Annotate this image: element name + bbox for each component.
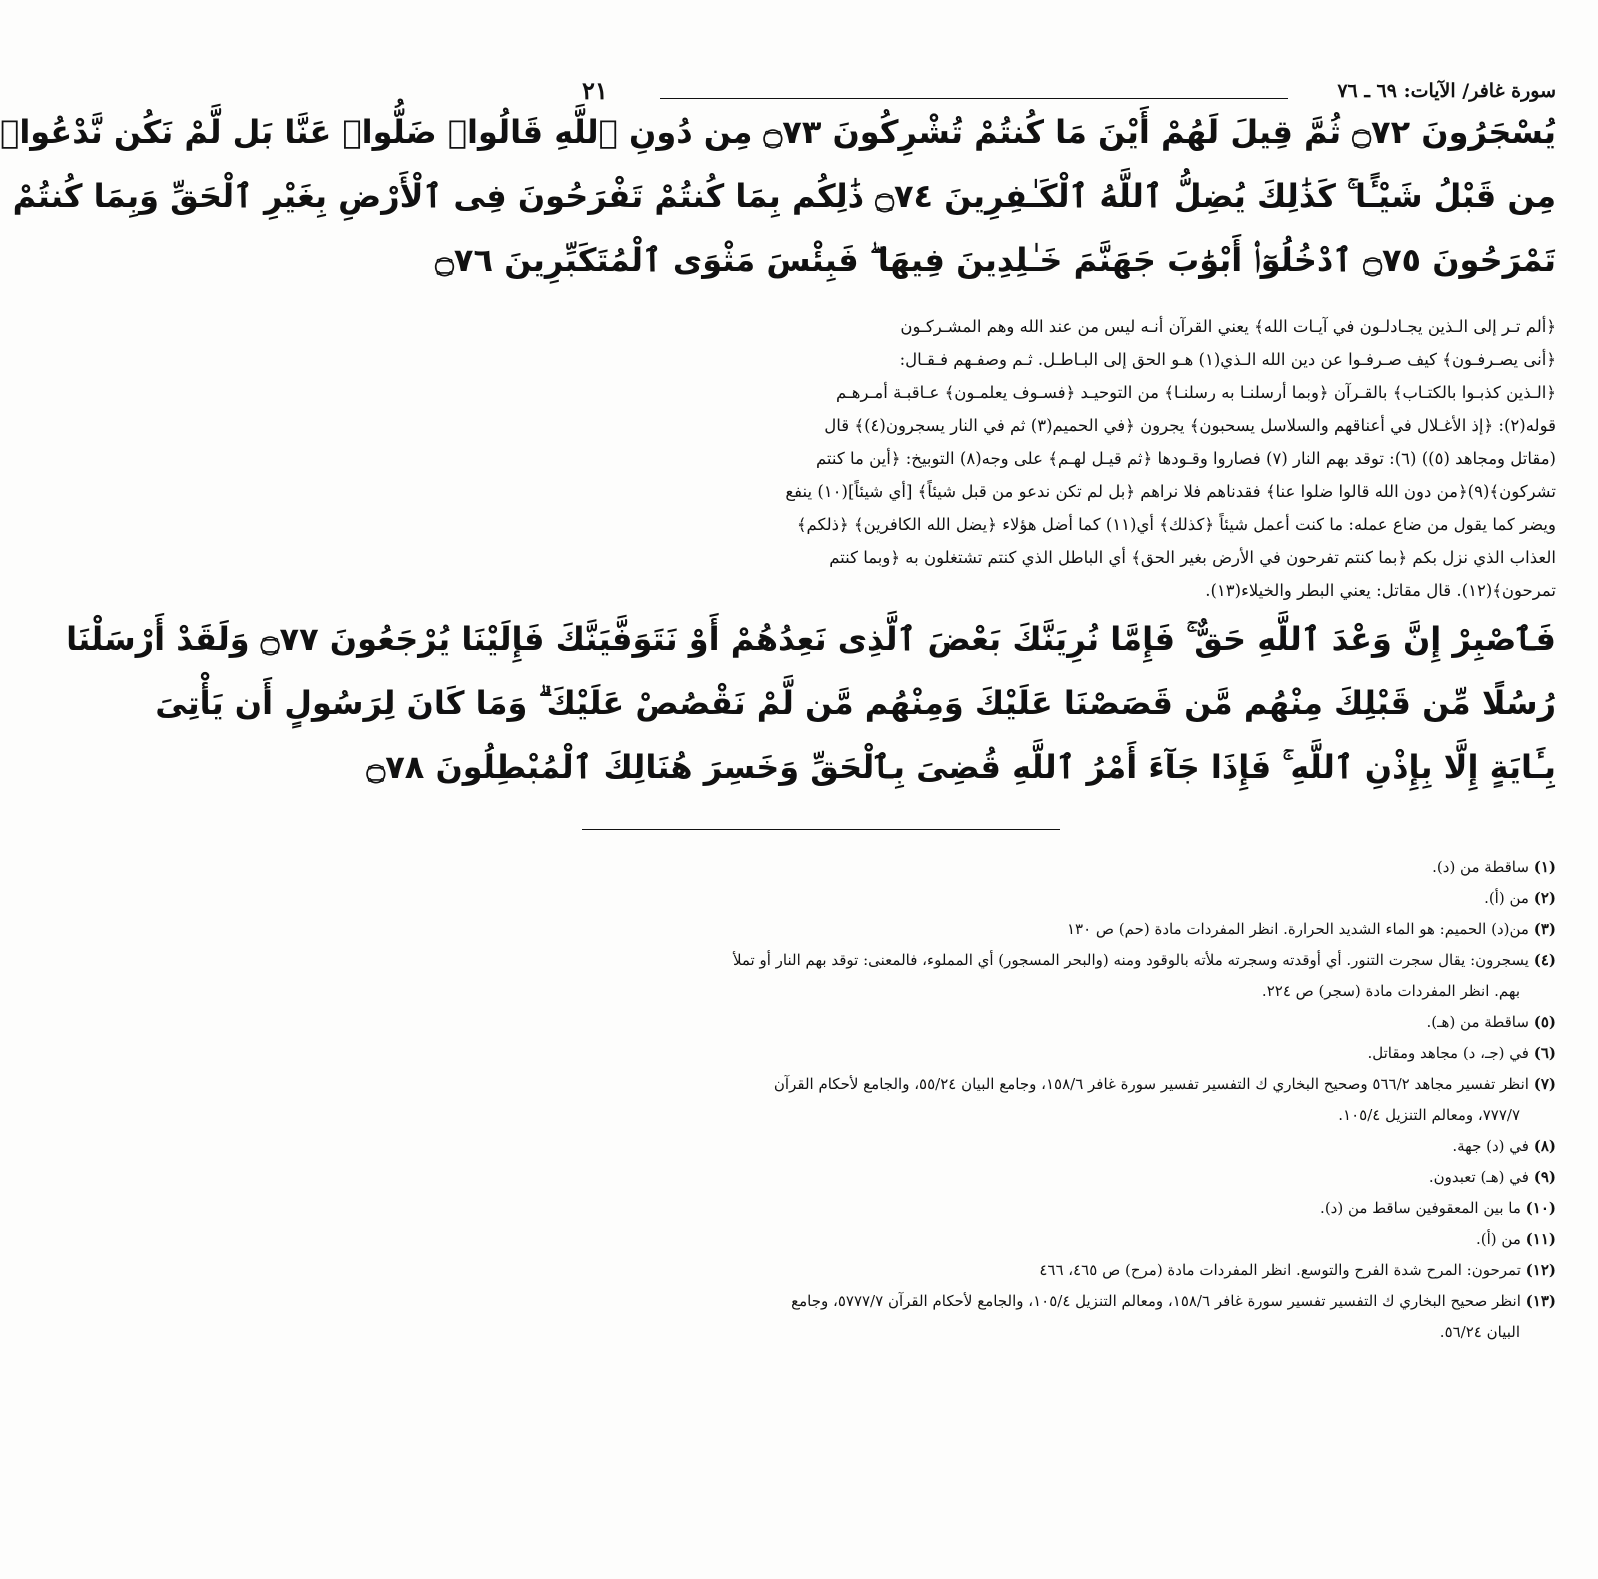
footnote: [582, 1007, 1556, 1038]
footnote-text: في (د) جهة.: [1452, 1137, 1529, 1155]
footnote: [582, 883, 1556, 914]
quran-line: فَٱصْبِرْ إِنَّ وَعْدَ ٱللَّهِ حَقٌّ ۚ فَإِمَّا نُرِيَنَّكَ بَعْضَ ٱلَّذِى نَعِدُهُمْ أَوْ نَتَوَفَّيَنَّكَ فَإِلَيْنَا يُرْجَعُونَ ۝٧٧ وَلَقَدْ أَرْسَلْنَا: [66, 620, 1556, 658]
commentary-line: (مقاتل ومجاهد (٥)) (٦): توقد بهم النار (٧) فصاروا وقـودها ﴿ثم قيـل لهـم﴾ على وجه(٨) التوبيخ: ﴿أين ما كنتم: [815, 449, 1556, 468]
footnote-number: (١): [1533, 858, 1556, 876]
footnote-text: من(د) الحميم: هو الماء الشديد الحرارة. انظر المفردات مادة (حم) ص ١٣٠: [1066, 920, 1529, 938]
footnote: [582, 1069, 1556, 1100]
commentary-line: ويضر كما يقول من ضاع عمله: ما كنت أعمل شيئاً ﴿كذلك﴾ أي(١١) كما أضل هؤلاء ﴿يضل الله الكافرين﴾ ﴿ذلكم﴾: [796, 515, 1556, 534]
footnote: [582, 1255, 1556, 1286]
quran-verses-block-1: [0, 112, 1556, 304]
quran-line: رُسُلًا مِّن قَبْلِكَ مِنْهُم مَّن قَصَصْنَا عَلَيْكَ وَمِنْهُم مَّن لَّمْ نَقْصُصْ عَلَيْكَ ۗ وَمَا كَانَ لِرَسُولٍ أَن يَأْتِىَ: [155, 684, 1556, 722]
footnote-text: ساقطة من (د).: [1432, 858, 1529, 876]
footnote-continuation: ٧٧٧/٧، ومعالم التنزيل ١٠٥/٤.: [1338, 1106, 1520, 1124]
footnote-text: انظر صحيح البخاري ك التفسير تفسير سورة غافر ١٥٨/٦، ومعالم التنزيل ١٠٥/٤، والجامع لأحكام القرآن ٥٧٧٧/٧، وجامع: [791, 1292, 1521, 1310]
footnote: [582, 1162, 1556, 1193]
page-header-title: سورة غافر/ الآيات: ٦٩ ـ ٧٦: [1337, 80, 1556, 102]
footnote-separator: [582, 829, 1060, 830]
quran-line: يُسْجَرُونَ ۝٧٢ ثُمَّ قِيلَ لَهُمْ أَيْنَ مَا كُنتُمْ تُشْرِكُونَ ۝٧٣ مِن دُونِ ٱللَّهِ قَالُوا۟ ضَلُّوا۟ عَنَّا بَل لَّمْ نَكُن نَّدْعُوا۟: [0, 113, 1556, 151]
quran-line: مِن قَبْلُ شَيْـًٔا ۚ كَذَٰلِكَ يُضِلُّ ٱللَّهُ ٱلْكَـٰفِرِينَ ۝٧٤ ذَٰلِكُم بِمَا كُنتُمْ تَفْرَحُونَ فِى ٱلْأَرْضِ بِغَيْرِ ٱلْحَقِّ وَبِمَا كُنتُمْ: [12, 177, 1556, 215]
footnote-continuation: البيان ٥٦/٢٤.: [1439, 1323, 1520, 1341]
commentary-line: تشركون﴾(٩)﴿من دون الله قالوا ضلوا عنا﴾ فقدناهم فلا نراهم ﴿بل لم تكن ندعو من قبل شيئاً﴾ [أي شيئاً](١٠) ينفع: [785, 482, 1556, 501]
footnote-text: انظر تفسير مجاهد ٥٦٦/٢ وصحيح البخاري ك التفسير تفسير سورة غافر ١٥٨/٦، وجامع البيان ٥٥/٢٤، والجامع لأحكام القرآن: [773, 1075, 1529, 1093]
commentary-line: ﴿أنى يصـرفـون﴾ كيف صـرفـوا عن دين الله الـذي(١) هـو الحق إلى البـاطـل. ثـم وصفـهم فـقـال:: [899, 350, 1556, 369]
footnote-number: (١٣): [1525, 1292, 1556, 1310]
commentary-line: قوله(٢): ﴿إذ الأغـلال في أعناقهم والسلاسل يسحبون﴾ يجرون ﴿في الحميم(٣) ثم في النار يسجرون(٤)﴾ قال: [824, 416, 1556, 435]
footnote: [582, 1224, 1556, 1255]
page-header: [582, 74, 1556, 110]
footnote-text: تمرحون: المرح شدة الفرح والتوسع. انظر المفردات مادة (مرح) ص ٤٦٥، ٤٦٦: [1039, 1261, 1521, 1279]
header-rule: [660, 98, 1288, 99]
footnote: [582, 1131, 1556, 1162]
book-page: [0, 74, 1556, 1348]
footnote-text: في (جـ، د) مجاهد ومقاتل.: [1367, 1044, 1529, 1062]
footnote-number: (٧): [1533, 1075, 1556, 1093]
footnote-text: في (هـ) تعبدون.: [1428, 1168, 1529, 1186]
quran-verses-block-2: [66, 619, 1556, 811]
footnote-number: (٦): [1533, 1044, 1556, 1062]
footnote: [582, 1193, 1556, 1224]
footnote-number: (٢): [1533, 889, 1556, 907]
footnote-number: (٣): [1533, 920, 1556, 938]
quran-line: تَمْرَحُونَ ۝٧٥ ٱدْخُلُوٓا۟ أَبْوَٰبَ جَهَنَّمَ خَـٰلِدِينَ فِيهَا ۖ فَبِئْسَ مَثْوَى ٱلْمُتَكَبِّرِينَ ۝٧٦: [435, 241, 1556, 279]
footnote-number: (٤): [1533, 951, 1556, 969]
tafsir-commentary: [582, 310, 1556, 607]
footnote: [582, 852, 1556, 883]
footnotes: [582, 852, 1556, 1348]
footnote: [582, 914, 1556, 945]
footnote-text: من (أ).: [1476, 1230, 1521, 1248]
footnote-text: يسجرون: يقال سجرت التنور. أي أوقدته وسجرته ملأته بالوقود ومنه (والبحر المسجور) أي المملوء، فالمعنى: توقد بهم النار أو تملأ: [732, 951, 1529, 969]
commentary-line: العذاب الذي نزل بكم ﴿بما كنتم تفرحون في الأرض بغير الحق﴾ أي الباطل الذي كنتم تشتغلون به ﴿وبما كنتم: [829, 548, 1556, 567]
footnote-text: ما بين المعقوفين ساقط من (د).: [1320, 1199, 1521, 1217]
footnote: [582, 945, 1556, 976]
footnote-continuation: بهم. انظر المفردات مادة (سجر) ص ٢٢٤.: [1261, 982, 1520, 1000]
footnote-text: ساقطة من (هـ).: [1426, 1013, 1529, 1031]
footnote-text: من (أ).: [1484, 889, 1529, 907]
footnote-number: (١١): [1525, 1230, 1556, 1248]
commentary-line: ﴿الـذين كذبـوا بالكتـاب﴾ بالقـرآن ﴿وبما أرسلنـا به رسلنـا﴾ من التوحيـد ﴿فسـوف يعلمـون﴾ عـاقبـة أمـرهـم: [835, 383, 1556, 402]
page-number: ٢١: [582, 76, 608, 105]
footnote-number: (٥): [1533, 1013, 1556, 1031]
footnote-number: (١٠): [1525, 1199, 1556, 1217]
footnote: [582, 1286, 1556, 1317]
commentary-line: ﴿ألم تـر إلى الـذين يجـادلـون في آيـات الله﴾ يعني القرآن أنـه ليس من عند الله وهم المشـركـون: [900, 317, 1556, 336]
quran-line: بِـَٔايَةٍ إِلَّا بِإِذْنِ ٱللَّهِ ۚ فَإِذَا جَآءَ أَمْرُ ٱللَّهِ قُضِىَ بِٱلْحَقِّ وَخَسِرَ هُنَالِكَ ٱلْمُبْطِلُونَ ۝٧٨: [366, 748, 1556, 786]
footnote-number: (١٢): [1525, 1261, 1556, 1279]
footnote: [582, 1038, 1556, 1069]
footnote-number: (٨): [1533, 1137, 1556, 1155]
footnote-number: (٩): [1533, 1168, 1556, 1186]
commentary-line: تمرحون﴾(١٢). قال مقاتل: يعني البطر والخيلاء(١٣).: [1205, 581, 1556, 600]
